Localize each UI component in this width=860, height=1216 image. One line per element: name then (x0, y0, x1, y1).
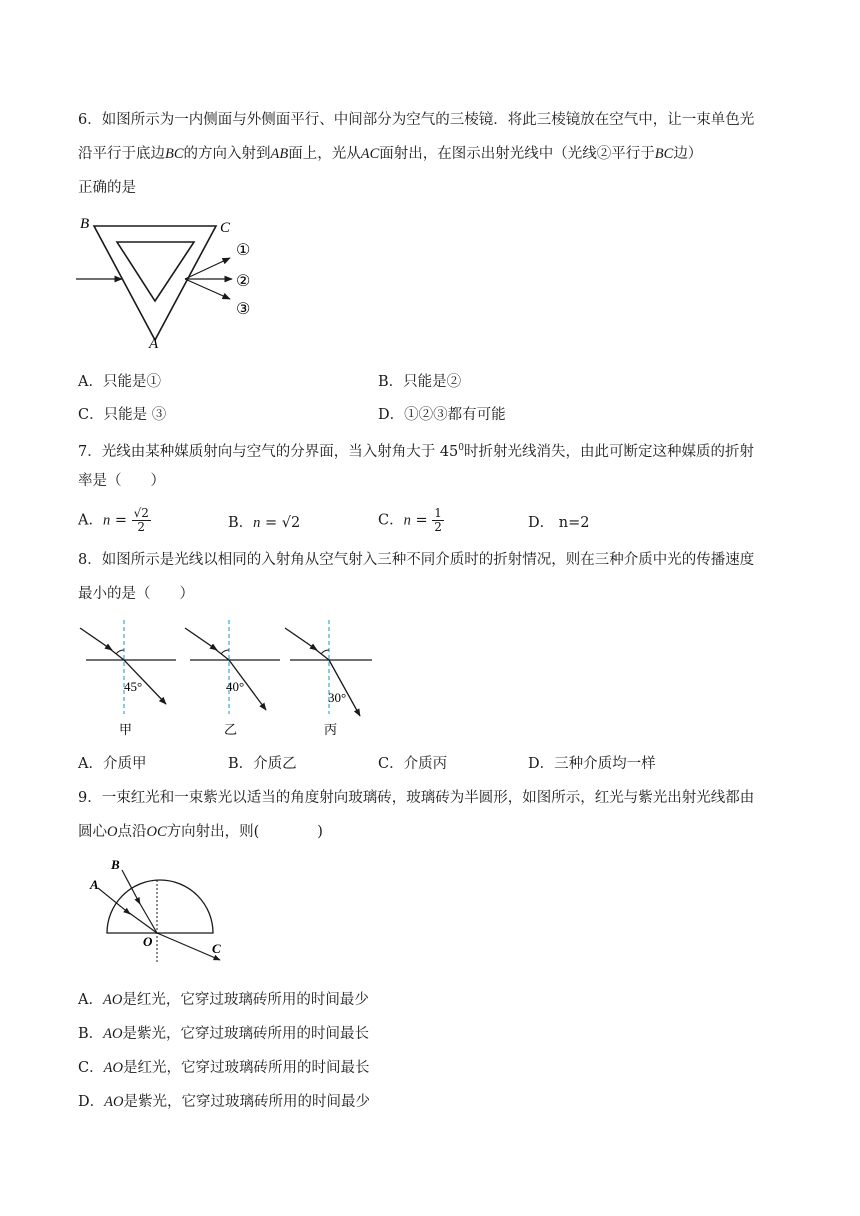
label-A: A (149, 336, 159, 352)
outer-prism (94, 226, 216, 340)
q7-line1 (78, 438, 754, 462)
q9-option-b[interactable] (78, 1024, 369, 1044)
q8-label-bing: 丙 (324, 722, 338, 737)
q8-angle-jia: 45° (124, 679, 143, 694)
q7-b-rhs: √2 (281, 515, 301, 531)
q9-o: O (107, 824, 118, 840)
q7-line2: 率是（ ） (78, 473, 165, 489)
q7-b-eq: = (260, 515, 282, 531)
q9-option-a[interactable] (78, 990, 369, 1010)
q7-text-a: 7．光线由某种媒质射向与空气的分界面，当入射角大于 45 (78, 443, 459, 460)
q7-c-label: C． (378, 512, 404, 529)
label-ray-1: ① (236, 242, 251, 259)
q7-option-a[interactable] (78, 507, 151, 534)
q9-b-ao: AO (103, 1026, 123, 1042)
label-C: C (220, 220, 231, 236)
q6-text-c: 面上，光从 (288, 146, 361, 162)
q9-b-label: B． (78, 1026, 104, 1042)
q8-angle-bing: 30° (328, 690, 347, 705)
q8-label-yi: 乙 (224, 722, 238, 737)
ray-OC (157, 933, 220, 960)
medium-yi (185, 620, 280, 737)
q6-option-d[interactable]: D．①②③都有可能 (378, 407, 506, 423)
q9-line1: 9．一束红光和一束紫光以适当的角度射向玻璃砖，玻璃砖为半圆形，如图所示，红光与紫光出射光线都由 (78, 790, 755, 806)
q9-text-a: 圆心 (78, 824, 107, 840)
q6-bc: BC (165, 146, 184, 162)
q7-a-den: 2 (137, 520, 146, 534)
label-ray-3: ③ (236, 301, 251, 318)
q7-option-d[interactable]: D． n=2 (528, 515, 590, 531)
q9-b-text: 是紫光，它穿过玻璃砖所用的时间最长 (122, 1026, 369, 1042)
q9-option-d[interactable] (78, 1092, 370, 1112)
q9-d-text: 是紫光，它穿过玻璃砖所用的时间最少 (123, 1094, 370, 1110)
q6-line3: 正确的是 (78, 180, 136, 196)
q7-b-label: B． (228, 515, 254, 531)
medium-jia (80, 620, 176, 737)
ray-AO (98, 888, 130, 914)
q7-a-fraction (132, 507, 151, 534)
q7-option-b[interactable] (228, 513, 300, 533)
q7-a-num: √2 (133, 506, 149, 520)
q7-option-c[interactable] (378, 507, 444, 534)
q8-line2: 最小的是（ ） (78, 586, 194, 602)
q6-text-e: 边） (673, 146, 703, 162)
q8-option-d[interactable]: D．三种介质均一样 (528, 756, 656, 772)
q9-text-c: 方向射出，则( ) (166, 824, 323, 840)
q8-refraction-figure (72, 618, 392, 742)
glass-semicircle (107, 880, 213, 933)
q7-text-b: 时折射光线消失，由此可断定这种媒质的折射 (464, 443, 755, 460)
q6-line1: 6．如图所示为一内侧面与外侧面平行、中间部分为空气的三棱镜．将此三棱镜放在空气中，让一束单色光 (78, 112, 755, 128)
q9-d-label: D． (78, 1094, 105, 1110)
q7-degree-sup: 0 (458, 443, 465, 453)
q9-line2 (78, 822, 323, 842)
q9-label-C: C (212, 941, 221, 956)
label-ray-2: ② (236, 273, 251, 290)
q6-option-b[interactable]: B．只能是② (378, 374, 462, 390)
q6-text-d: 面射出，在图示出射光线中（光线②平行于 (379, 146, 655, 162)
medium-bing (285, 620, 372, 737)
q6-text-b: 的方向入射到 (183, 146, 271, 162)
q9-a-text: 是红光，它穿过玻璃砖所用的时间最少 (122, 992, 369, 1008)
ray-1 (185, 258, 230, 279)
q7-c-fraction (432, 507, 444, 534)
q7-c-n: n (403, 512, 411, 529)
q9-option-c[interactable] (78, 1058, 369, 1078)
q8-option-b[interactable]: B．介质乙 (228, 756, 297, 772)
q9-c-text: 是红光，它穿过玻璃砖所用的时间最长 (122, 1060, 370, 1076)
q9-semicircle-figure (84, 852, 244, 974)
q8-label-jia: 甲 (119, 722, 133, 737)
q6-line2 (78, 144, 702, 164)
label-B: B (80, 216, 90, 232)
q8-option-c[interactable]: C．介质丙 (378, 756, 448, 772)
q7-b-n: n (253, 515, 261, 531)
q9-label-O: O (143, 934, 153, 949)
q7-c-num: 1 (434, 506, 442, 520)
q7-c-den: 2 (434, 520, 442, 534)
q6-option-c[interactable]: C．只能是 ③ (78, 407, 167, 423)
q9-oc: OC (146, 824, 167, 840)
q9-label-B: B (111, 857, 120, 872)
q9-a-label: A． (78, 992, 103, 1008)
q9-label-A: A (90, 877, 99, 892)
q9-c-ao: AO (103, 1060, 123, 1076)
q9-d-ao: AO (104, 1094, 124, 1110)
q7-a-label: A． (78, 512, 103, 529)
q6-ab: AB (270, 146, 289, 162)
q6-option-a[interactable]: A．只能是① (78, 374, 161, 390)
ray-3 (185, 279, 230, 299)
q8-option-a[interactable]: A．介质甲 (78, 756, 147, 772)
q7-a-n: n (102, 512, 111, 529)
q6-ac: AC (360, 146, 380, 162)
q6-prism-figure (70, 208, 290, 358)
q9-text-b: 点沿 (117, 824, 147, 840)
q7-a-eq: = (110, 512, 132, 529)
q6-bc2: BC (654, 146, 674, 162)
q9-c-label: C． (78, 1060, 104, 1076)
q6-text-a: 沿平行于底边 (78, 146, 165, 162)
q8-angle-yi: 40° (226, 679, 245, 694)
q7-c-eq: = (410, 512, 433, 529)
q8-line1: 8．如图所示是光线以相同的入射角从空气射入三种不同介质时的折射情况，则在三种介质中光的传播速度 (78, 552, 755, 568)
q9-a-ao: AO (102, 992, 123, 1008)
ray-BO (122, 870, 140, 904)
